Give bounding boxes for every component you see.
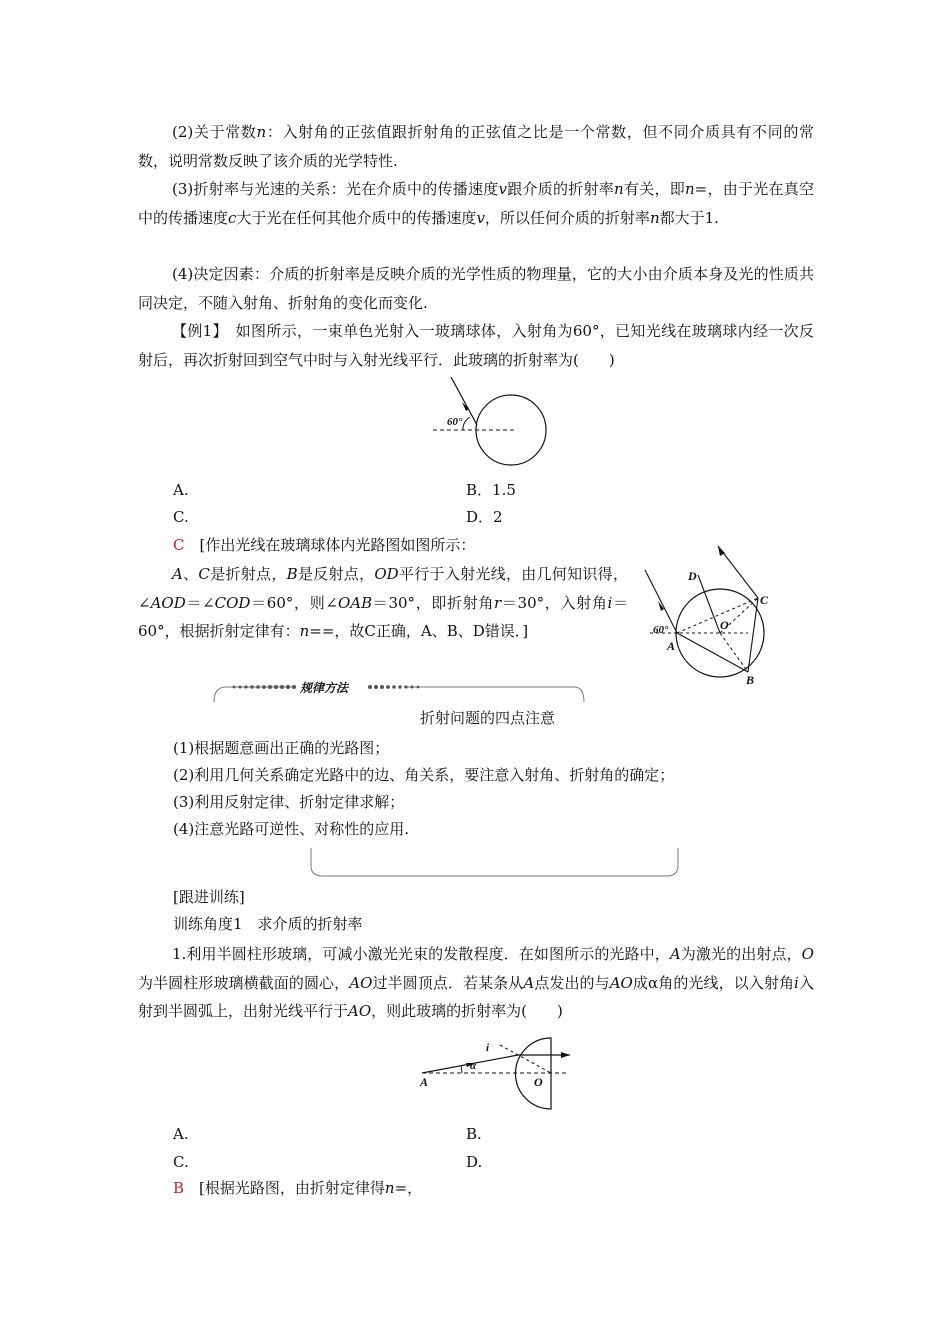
symbol-n: n xyxy=(256,123,267,141)
example-label: 【例1】 xyxy=(172,322,221,340)
symbol-c: c xyxy=(228,208,237,227)
example1-solution-intro xyxy=(173,531,633,560)
method-box-bottom xyxy=(308,846,682,880)
method-item: (1)根据题意画出正确的光路图； xyxy=(173,739,390,757)
option-a[interactable]: A. xyxy=(173,481,189,499)
method-title: 折射问题的四点注意 xyxy=(420,709,556,727)
answer-letter: B xyxy=(173,1179,185,1197)
symbol-v: v xyxy=(476,208,485,227)
point-a: A xyxy=(172,565,183,583)
text: ==，故C正确，A、B、D错误．] xyxy=(309,622,529,640)
text: =，由于光在真空中的传播速度 xyxy=(138,180,814,227)
option-c[interactable]: C. xyxy=(173,1153,189,1171)
box-border xyxy=(404,687,584,702)
option-b[interactable]: B．1.5 xyxy=(466,481,516,499)
exit-ray xyxy=(718,546,758,598)
point-b: B xyxy=(286,565,298,583)
text: (3)折射率与光速的关系：光在介质中的传播速度 xyxy=(172,180,499,198)
angle-label: 60° xyxy=(653,624,669,636)
answer-letter: C xyxy=(173,536,185,554)
symbol-i: i xyxy=(794,973,799,992)
training-header: [跟进训练] xyxy=(173,888,245,906)
angle-arc xyxy=(461,1066,462,1073)
paragraph-index-speed xyxy=(138,175,814,232)
segment-ao: AO xyxy=(349,973,373,992)
text: 是反射点， xyxy=(297,565,375,583)
ray-ab xyxy=(677,633,748,672)
option-d[interactable]: D. xyxy=(466,1153,483,1171)
text: [根据光路图，由折射定律得 xyxy=(199,1179,385,1197)
text: 有关，即 xyxy=(623,180,685,198)
text: 为半圆柱形玻璃横截面的圆心， xyxy=(138,973,350,992)
text: [作出光线在玻璃球体内光路图如图所示： xyxy=(199,536,476,554)
option-a[interactable]: A. xyxy=(173,1125,189,1143)
text: 是折射点， xyxy=(209,565,287,583)
label-o: O xyxy=(720,618,729,632)
figure-light-path xyxy=(640,540,780,685)
line-ob xyxy=(720,633,748,672)
label-b: B xyxy=(746,673,755,685)
symbol-n: n xyxy=(384,1179,395,1197)
text: ，所以任何介质的折射率 xyxy=(484,208,650,227)
text: 成α角的光线，以入射角 xyxy=(632,973,795,992)
symbol-n: n xyxy=(649,208,660,227)
symbol-n: n xyxy=(299,622,310,640)
option-d[interactable]: D．2 xyxy=(466,508,503,526)
text: ：入射角的正弦值跟折射角的正弦值之比是一个常数，但不同介质具有不同的常数，说明常数反映了该介质的光学特性. xyxy=(138,123,814,170)
training-solution xyxy=(173,1176,422,1200)
angle-cod: COD xyxy=(214,593,251,612)
point-a: A xyxy=(523,973,535,992)
example1-solution-body xyxy=(138,560,628,646)
paragraph-determining-factors: (4)决定因素：介质的折射率是反映介质的光学性质的物理量，它的大小由介质本身及光的性质共同决定，不随入射角、折射角的变化而变化. xyxy=(138,265,814,312)
arrowhead xyxy=(710,650,718,656)
angle-oab: OAB xyxy=(337,593,373,612)
label-d: D xyxy=(688,569,697,583)
segment-ao: AO xyxy=(348,1002,372,1020)
label-a: A xyxy=(667,639,676,653)
text: 过半圆顶点．若某条从 xyxy=(372,973,524,992)
training-question-1 xyxy=(138,940,814,1026)
symbol-v: v xyxy=(498,180,508,198)
figure-glass-sphere xyxy=(425,375,555,470)
training-angle-title: 训练角度1 求介质的折射率 xyxy=(173,915,363,933)
method-item: (2)利用几何关系确定光路中的边、角关系，要注意入射角、折射角的确定； xyxy=(173,766,675,784)
method-item: (4)注意光路可逆性、对称性的应用. xyxy=(173,820,410,838)
method-box-top xyxy=(212,680,587,706)
text: ，则此玻璃的折射率为( ) xyxy=(371,1002,563,1020)
option-c[interactable]: C. xyxy=(173,508,189,526)
label-alpha: α xyxy=(470,1060,477,1072)
point-c: C xyxy=(198,565,210,583)
angle-aod: AOD xyxy=(150,593,186,612)
angle-label: 60° xyxy=(447,416,463,428)
text: 平行于入射光线，由几何知识得，∠ xyxy=(138,565,628,612)
text: ＝∠ xyxy=(185,593,215,612)
box-border xyxy=(214,687,296,702)
text: 、 xyxy=(182,565,199,583)
arrowhead xyxy=(561,1052,570,1058)
method-banner: 规律方法 xyxy=(300,681,349,695)
point-a: A xyxy=(669,945,681,963)
text: 1.利用半圆柱形玻璃，可减小激光光束的发散程度．在如图所示的光路中， xyxy=(172,945,670,963)
segment-od: OD xyxy=(374,565,399,583)
box-border xyxy=(311,848,678,876)
text: 入射到半圆弧上，出射光线平行于 xyxy=(138,973,814,1020)
text: ＝60°，则∠ xyxy=(250,593,338,612)
text: =， xyxy=(394,1179,423,1197)
point-o: O xyxy=(801,945,814,963)
segment-ao: AO xyxy=(609,973,633,992)
example1-question xyxy=(138,317,814,374)
text: ＝30°，即折射角 xyxy=(372,593,495,612)
symbol-i: i xyxy=(607,593,613,612)
symbol-n: n xyxy=(684,180,695,198)
angle-arc xyxy=(463,417,470,430)
text: 如图所示，一束单色光射入一玻璃球体，入射角为60°，已知光线在玻璃球内经一次反射后，再次折射回到空气中时与入射光线平行．此玻璃的折射率为( ) xyxy=(138,322,815,369)
symbol-r: r xyxy=(494,593,502,612)
paragraph-constant-n xyxy=(138,118,814,175)
text: 跟介质的折射率 xyxy=(507,180,615,198)
text: 点发出的与 xyxy=(534,973,610,992)
label-o: O xyxy=(534,1075,543,1089)
label-a: A xyxy=(420,1075,429,1089)
option-b[interactable]: B. xyxy=(466,1125,482,1143)
text: 都大于1. xyxy=(659,208,719,227)
text: (2)关于常数 xyxy=(172,123,257,141)
line-od xyxy=(698,575,720,633)
symbol-n: n xyxy=(614,180,624,198)
label-c: C xyxy=(760,593,769,607)
text: 为激光的出射点， xyxy=(680,945,802,963)
text: 大于光在任何其他介质中的传播速度 xyxy=(236,208,477,227)
text: ＝30°，入射角 xyxy=(501,593,608,612)
method-item: (3)利用反射定律、折射定律求解； xyxy=(173,793,405,811)
label-i: i xyxy=(486,1042,490,1054)
figure-semicylinder xyxy=(410,1035,580,1115)
text: ＝60°，根据折射定律有： xyxy=(138,593,628,640)
ray-bc xyxy=(748,598,758,672)
